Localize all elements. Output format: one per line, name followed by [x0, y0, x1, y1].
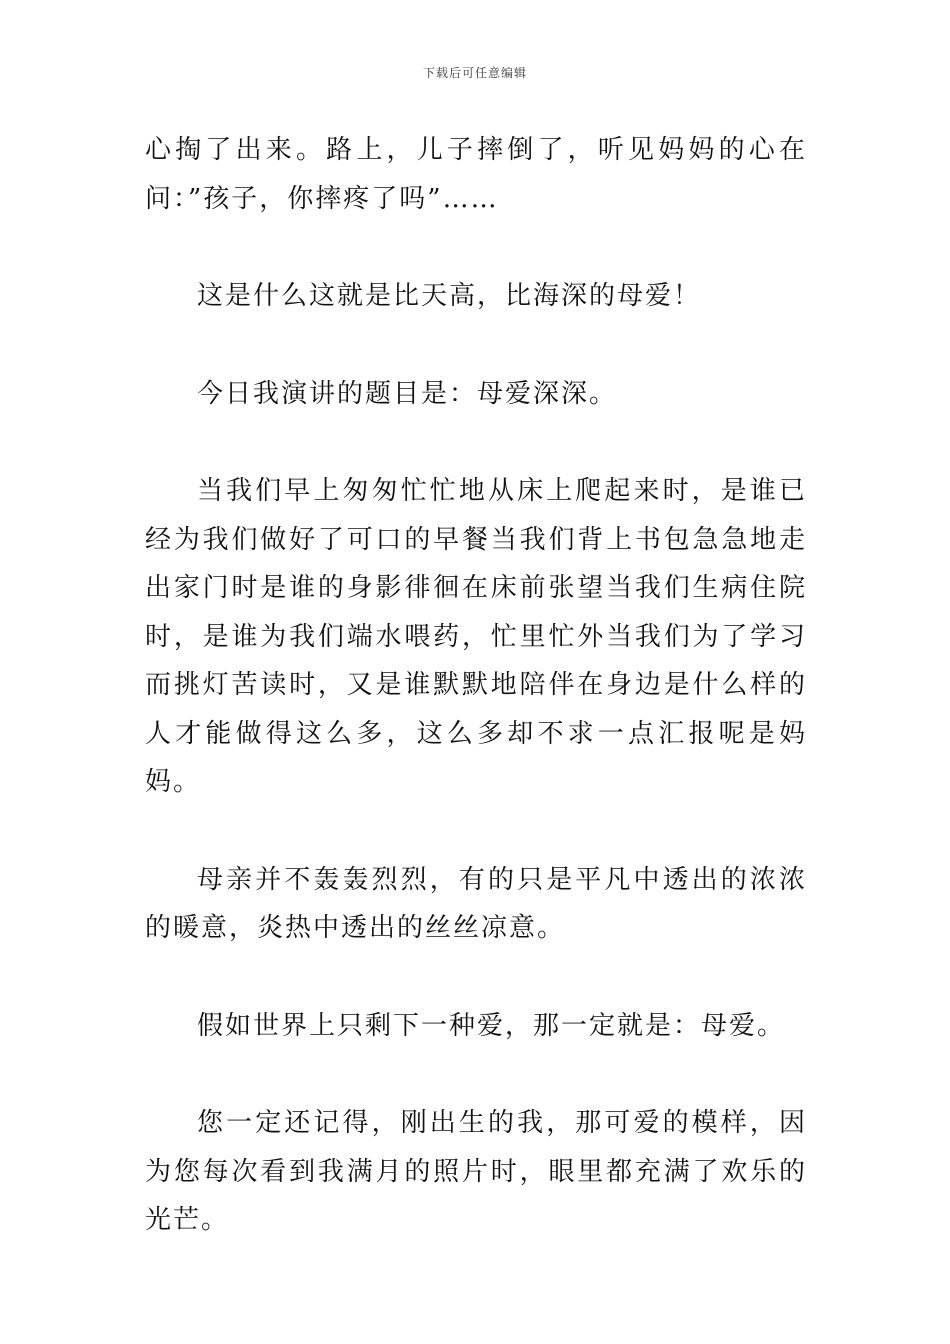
paragraph: 心掏了出来。路上，儿子摔倒了，听见妈妈的心在问：”孩子，你摔疼了吗”……: [145, 135, 807, 214]
page-header: 下载后可任意编辑: [422, 66, 527, 80]
paragraph: 今日我演讲的题目是：母爱深深。: [197, 378, 618, 409]
paragraph: 母亲并不轰轰烈烈，有的只是平凡中透出的浓浓的暖意，炎热中透出的丝丝凉意。: [145, 864, 807, 943]
paragraph: 您一定还记得，刚出生的我，那可爱的模样，因为您每次看到我满月的照片时，眼里都充满了欢乐的光芒。: [145, 1108, 807, 1235]
paragraph: 假如世界上只剩下一种爱，那一定就是：母爱。: [197, 1010, 786, 1041]
paragraph: 这是什么这就是比天高，比海深的母爱！: [197, 281, 702, 311]
paragraph: 当我们早上匆匆忙忙地从床上爬起来时，是谁已经为我们做好了可口的早餐当我们背上书包急急地走出家门时是谁的身影徘徊在床前张望当我们生病住院时，是谁为我们端水喂药，忙里忙外当我们为了学习而挑灯苦读时，又是谁默默地陪伴在身边是什么样的人才能做得这么多，这么多却不求一点汇报呢是妈妈。: [145, 476, 807, 797]
document-body: [145, 126, 807, 1294]
